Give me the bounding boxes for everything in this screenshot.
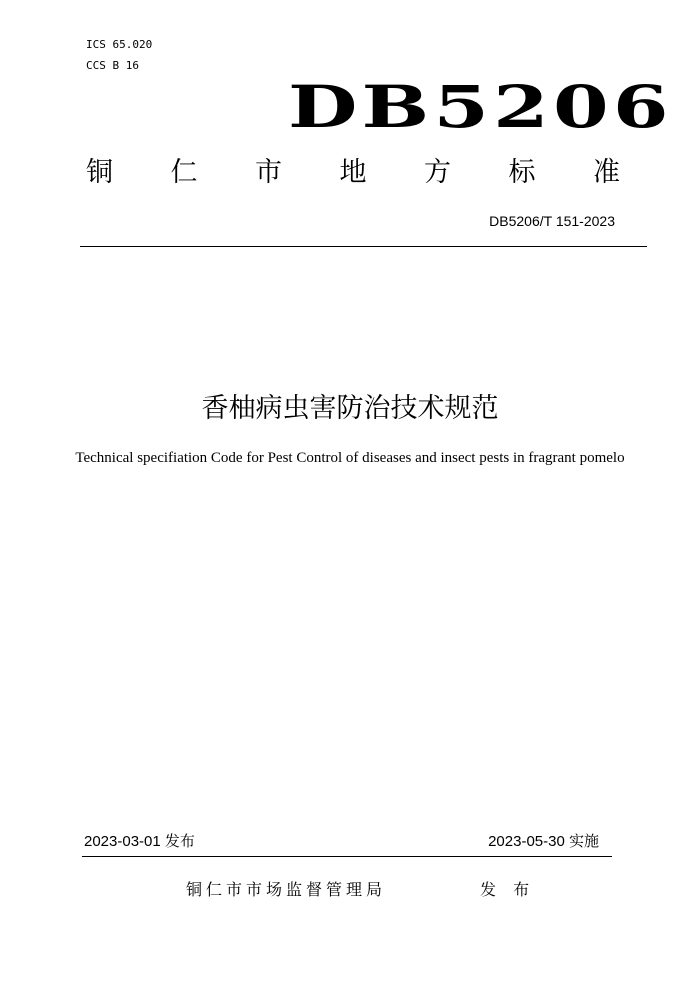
- issuer-name: 铜仁市市场监督管理局: [186, 880, 387, 899]
- standard-name-char: 仁: [170, 157, 198, 188]
- standard-name-char: 市: [255, 157, 282, 188]
- publish-date: 2023-03-01 发布: [84, 833, 195, 850]
- top-divider: [80, 246, 647, 247]
- standard-name-char: 标: [508, 157, 536, 188]
- bottom-divider: [82, 856, 612, 857]
- issue-label: 发 布: [480, 880, 536, 899]
- standard-name-char: 方: [424, 157, 451, 188]
- standard-name-char: 地: [339, 157, 367, 188]
- title-english: Technical specifiation Code for Pest Control of diseases and insect pests in fragrant pomelo: [75, 450, 625, 466]
- ics-code: ICS 65.020: [86, 38, 153, 51]
- title-chinese: 香柚病虫害防治技术规范: [201, 393, 499, 424]
- implement-date: 2023-05-30 实施: [488, 833, 599, 850]
- db-logo: DB5206: [288, 73, 673, 141]
- standard-name-char: 准: [593, 157, 620, 188]
- standard-name: [86, 150, 620, 189]
- standard-number: DB5206/T 151-2023: [489, 213, 615, 229]
- ccs-code: CCS B 16: [86, 59, 139, 72]
- standard-name-char: 铜: [86, 157, 113, 188]
